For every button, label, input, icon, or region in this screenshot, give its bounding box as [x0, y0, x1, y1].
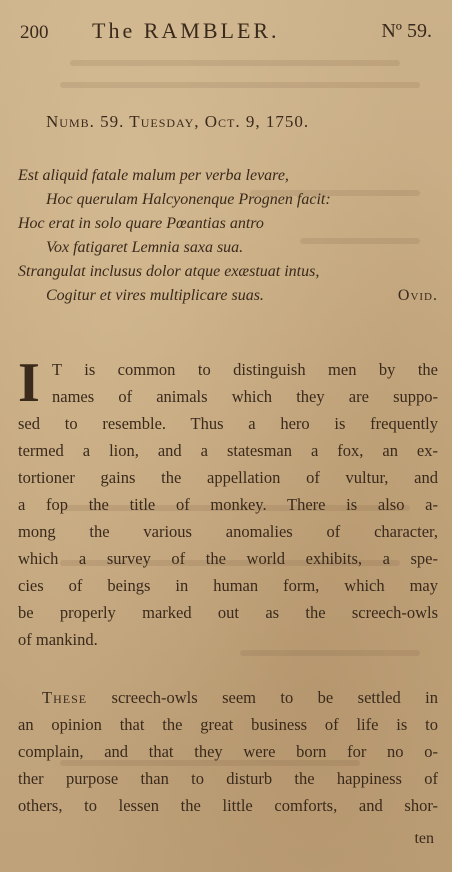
text-line-first — [18, 684, 438, 711]
text-line: termed a lion, and a statesman a fox, an ex- — [18, 441, 438, 460]
paragraph-1 — [18, 352, 438, 653]
motto-line: Strangulat inclusus dolor atque exæstuat intus, — [18, 263, 320, 280]
text-line: cies of beings in human form, which may — [18, 576, 438, 595]
lead-word: These — [42, 688, 88, 707]
text-line: others, to lessen the little comforts, and shor- — [18, 796, 438, 815]
text-line: ther purpose than to disturb the happiness of — [18, 769, 438, 788]
motto-line-with-attribution — [18, 284, 438, 308]
motto-line: Vox fatigaret Lemnia saxa sua. — [46, 239, 244, 256]
text-line: a fop the title of monkey. There is also a- — [18, 495, 438, 514]
motto-line: Est aliquid fatale malum per verba levare, — [18, 167, 289, 184]
text-line: tortioner gains the appellation of vultur, and — [18, 468, 438, 487]
text-line: sed to resemble. Thus a hero is frequently — [18, 414, 438, 433]
motto-line: Cogitur et vires multiplicare suas. — [46, 287, 264, 304]
issue-number-line: Numb. 59. Tuesday, Oct. 9, 1750. — [46, 112, 310, 131]
motto-line: Hoc erat in solo quare Pœantias antro — [18, 215, 264, 232]
text-line: of mankind. — [18, 630, 98, 649]
text-line: an opinion that the great business of life is to — [18, 715, 438, 734]
issue-mark: Nº 59. — [381, 20, 432, 42]
text-line: complain, and that they were born for no o- — [18, 742, 438, 761]
running-head-title: The RAMBLER. — [92, 18, 280, 43]
latin-motto — [18, 164, 438, 308]
paragraph-2 — [18, 684, 438, 819]
motto-line: Hoc querulam Halcyonenque Prognen facit: — [46, 191, 331, 208]
text-line: T is common to distinguish men by the — [52, 360, 438, 379]
running-header — [20, 18, 440, 46]
text-fragment: screech-owls seem to be settled in — [111, 688, 439, 707]
text-line: names of animals which they are suppo- — [52, 387, 438, 406]
text-line: mong the various anomalies of character, — [18, 522, 438, 541]
motto-attribution: Ovid. — [397, 287, 438, 304]
page-number: 200 — [20, 22, 49, 43]
drop-cap: I — [18, 352, 40, 414]
text-line: which a survey of the world exhibits, a spe- — [18, 549, 438, 568]
text-line: be properly marked out as the screech-owls — [18, 603, 438, 622]
catchword: ten — [414, 830, 434, 847]
